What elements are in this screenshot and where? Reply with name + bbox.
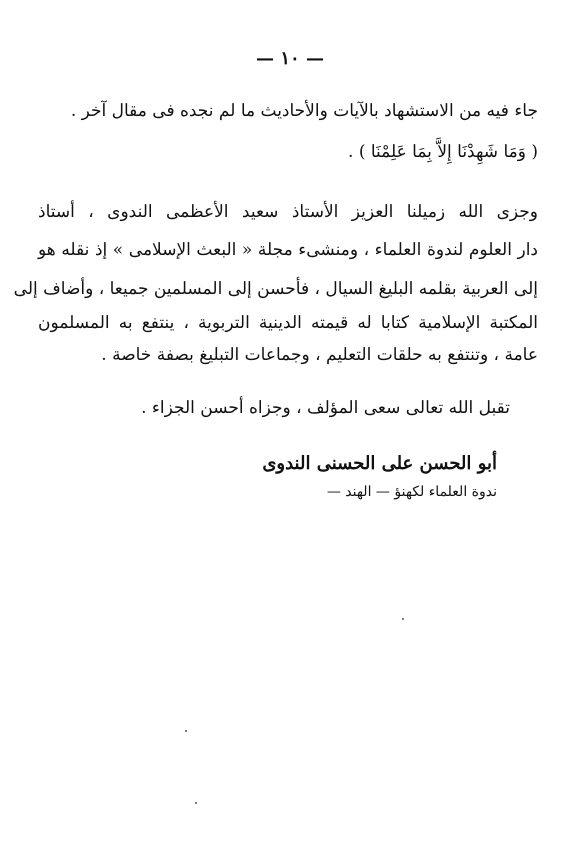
paragraph-line: دار العلوم لندوة العلماء ، ومنشىء مجلة « البعث الإسلامى » إذ نقله هو	[38, 240, 538, 260]
paragraph-line: جاء فيه من الاستشهاد بالآيات والأحاديث ما لم نجده فى مقال آخر .	[70, 101, 538, 121]
paragraph-line: المكتبة الإسلامية كتابا له قيمته الدينية التربوية ، ينتفع به المسلمون	[38, 313, 538, 333]
signature-name: أبو الحسن على الحسنى الندوى	[262, 453, 497, 474]
print-speck	[402, 618, 404, 620]
quran-verse-line: ( وَمَا شَهِدْنَا إِلاَّ بِمَا عَلِمْنَا ) .	[348, 142, 538, 162]
signature-place: ندوة العلماء لكهنؤ — الهند —	[326, 484, 497, 500]
page-number: — ١٠ —	[256, 48, 324, 69]
paragraph-line: تقبل الله تعالى سعى المؤلف ، وجزاه أحسن الجزاء .	[141, 398, 510, 418]
paragraph-line: إلى العربية بقلمه البليغ السيال ، فأحسن إلى المسلمين جميعا ، وأضاف إلى	[13, 279, 538, 299]
paragraph-line: وجزى الله زميلنا العزيز الأستاذ سعيد الأعظمى الندوى ، أستاذ	[38, 202, 538, 222]
print-speck	[185, 730, 187, 732]
print-speck	[195, 802, 197, 804]
paragraph-line: عامة ، وتنتفع به حلقات التعليم ، وجماعات التبليغ بصفة خاصة .	[101, 345, 538, 365]
